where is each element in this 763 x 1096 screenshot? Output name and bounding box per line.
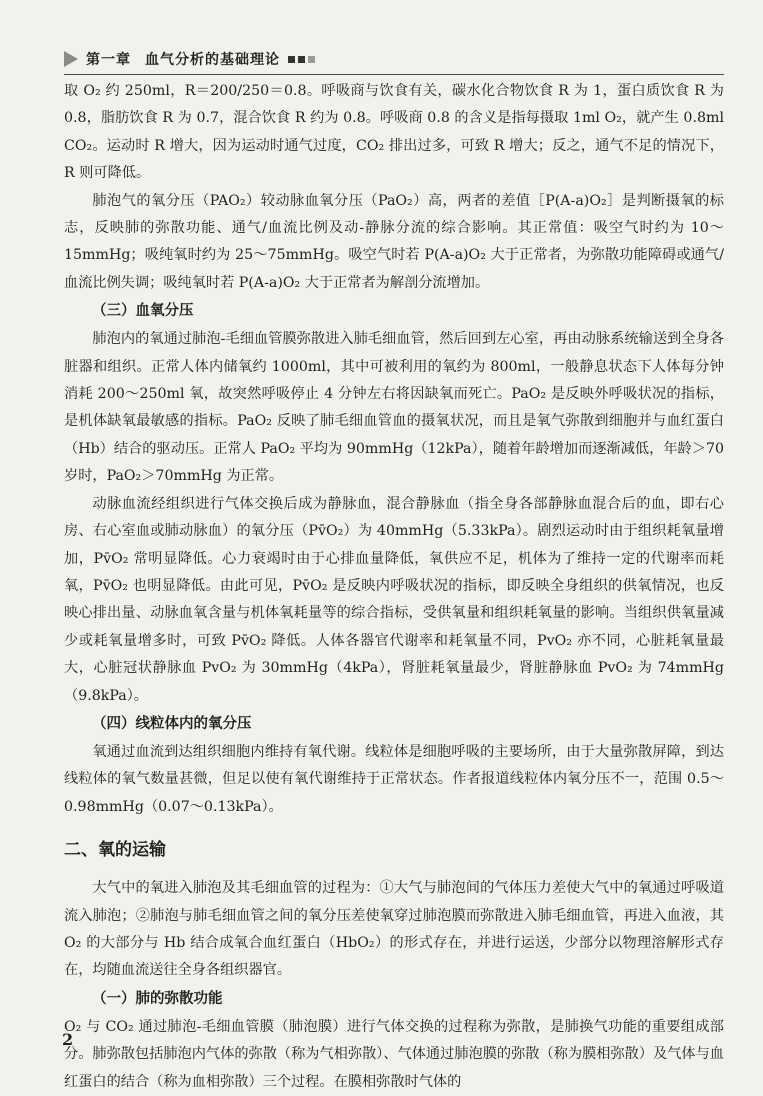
paragraph: 肺泡内的氧通过肺泡-毛细血管膜弥散进入肺毛细血管，然后回到左心室，再由动脉系统输送到全身各脏器和组织。正常人体内储氧约 1000ml，其中可被利用的氧约为 800ml，一般静息状态下人体每分钟消耗 200～250ml 氧，故突然呼吸停止 4 分钟左右将因缺氧而死亡。PaO₂ 是反映外呼吸状况的指标，是机体缺氧最敏感的指标。PaO₂ 反映了肺毛细血管血的摄氧状况，而且是氧气弥散到细胞并与血红蛋白（Hb）结合的驱动压。正常人 PaO₂ 平均为 90mmHg（12kPa），随着年龄增加而逐渐减低，年龄＞70 岁时，PaO₂＞70mmHg 为正常。	[64, 331, 724, 485]
decorative-squares-icon	[288, 56, 315, 63]
page-number: 2	[62, 1030, 74, 1049]
paragraph: 取 O₂ 约 250ml，R＝200/250＝0.8。呼吸商与饮食有关，碳水化合物饮食 R 为 1，蛋白质饮食 R 为 0.8，脂肪饮食 R 为 0.7，混合饮食 R 约为 0.8。呼吸商 0.8 的含义是指每摄取 1ml O₂，就产生 0.8ml CO₂。运动时 R 增大，因为运动时通气过度，CO₂ 排出过多，可致 R 增大；反之，通气不足的情况下，R 则可降低。	[64, 83, 724, 182]
paragraph: 大气中的氧进入肺泡及其毛细血管的过程为：①大气与肺泡间的气体压力差使大气中的氧通过呼吸道流入肺泡；②肺泡与肺毛细血管之间的氧分压差使氧穿过肺泡膜而弥散进入肺毛细血管，再进入血液，其 O₂ 的大部分与 Hb 结合成氧合血红蛋白（HbO₂）的形式存在，并进行运送，少部分以物理溶解形式存在，均随血流送往全身各组织器官。	[64, 880, 724, 979]
paragraph: 氧通过血流到达组织细胞内维持有氧代谢。线粒体是细胞呼吸的主要场所，由于大量弥散屏障，到达线粒体的氧气数量甚微，但足以使有氧代谢维持于正常状态。作者报道线粒体内氧分压不一，范围 0.5～ 0.98mmHg（0.07～0.13kPa）。	[64, 743, 724, 815]
chapter-title: 血气分析的基础理论	[145, 52, 280, 68]
running-header	[64, 44, 704, 74]
chapter-label: 第一章	[86, 52, 131, 68]
section-heading: （四）线粒体内的氧分压	[92, 715, 252, 732]
major-heading: 二、氧的运输	[64, 840, 166, 861]
arrow-icon	[64, 51, 78, 67]
paragraph: O₂ 与 CO₂ 通过肺泡-毛细血管膜（肺泡膜）进行气体交换的过程称为弥散，是肺换气功能的重要组成部分。肺弥散包括肺泡内气体的弥散（称为气相弥散）、气体通过肺泡膜的弥散（称为膜相弥散）及气体与血红蛋白的结合（称为血相弥散）三个过程。在膜相弥散时气体的	[64, 1018, 724, 1090]
paragraph: 肺泡气的氧分压（PAO₂）较动脉血氧分压（PaO₂）高，两者的差值［P(A-a)O₂］是判断摄氧的标志，反映肺的弥散功能、通气/血流比例及动-静脉分流的综合影响。其正常值：吸空气时约为 10～15mmHg；吸纯氧时约为 25～75mmHg。吸空气时若 P(A-a)O₂ 大于正常者，为弥散功能障碍或通气/血流比例失调；吸纯氧时若 P(A-a)O₂ 大于正常者为解剖分流增加。	[64, 192, 724, 291]
section-heading: （三）血氧分压	[92, 303, 194, 320]
paragraph: 动脉血流经组织进行气体交换后成为静脉血，混合静脉血（指全身各部静脉血混合后的血，即右心房、右心室血或肺动脉血）的氧分压（Pv̄O₂）为 40mmHg（5.33kPa）。剧烈运动时由于组织耗氧量增加，Pv̄O₂ 常明显降低。心力衰竭时由于心排血量降低，氧供应不足，机体为了维持一定的代谢率而耗氧，Pv̄O₂ 也明显降低。由此可见，Pv̄O₂ 是反映内呼吸状况的指标，即反映全身组织的供氧情况，也反映心排出量、动脉血氧含量与机体氧耗量等的综合指标，受供氧量和组织耗氧量的影响。当组织供氧量减少或耗氧量增多时，可致 Pv̄O₂ 降低。人体各器官代谢率和耗氧量不同，PvO₂ 亦不同，心脏耗氧量最大，心脏冠状静脉血 PvO₂ 为 30mmHg（4kPa），肾脏耗氧量最少，肾脏静脉血 PvO₂ 为 74mmHg（9.8kPa）。	[64, 495, 724, 704]
body-text	[64, 78, 724, 1096]
section-heading: （一）肺的弥散功能	[92, 990, 223, 1007]
header-divider	[64, 74, 724, 75]
